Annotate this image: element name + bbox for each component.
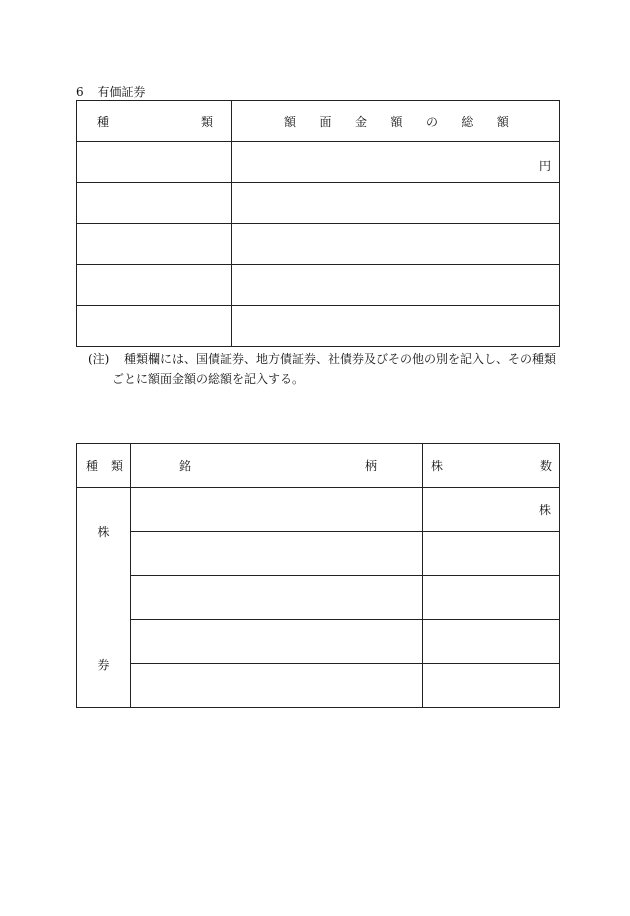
kind-label-cell xyxy=(77,488,131,708)
shares-cell[interactable] xyxy=(423,488,560,532)
kind-cell[interactable] xyxy=(77,306,232,347)
header-brand: 銘 柄 xyxy=(131,444,423,488)
header-shares: 株 数 xyxy=(423,444,560,488)
table-row xyxy=(77,306,560,347)
brand-cell[interactable] xyxy=(131,532,423,576)
shares-cell[interactable] xyxy=(423,664,560,708)
section-heading xyxy=(76,85,145,99)
table-row xyxy=(77,620,560,664)
kind-cell[interactable] xyxy=(77,224,232,265)
shares-cell[interactable] xyxy=(423,620,560,664)
brand-cell[interactable] xyxy=(131,576,423,620)
kind-cell[interactable] xyxy=(77,183,232,224)
header-total-face-value: 額 面 金 額 の 総 額 xyxy=(232,101,560,142)
total-cell[interactable] xyxy=(232,183,560,224)
section-title: 有価証券 xyxy=(97,85,146,99)
kind-cell[interactable] xyxy=(77,265,232,306)
table-row xyxy=(77,488,560,532)
table-row xyxy=(77,532,560,576)
table-row xyxy=(77,576,560,620)
section-number: 6 xyxy=(76,85,84,99)
total-cell[interactable] xyxy=(232,224,560,265)
table-header-row xyxy=(77,444,560,488)
securities-table xyxy=(76,100,560,347)
header-kind: 種 類 xyxy=(77,101,232,142)
note-line-1: 種類欄には、国債証券、地方債証券、社債券及びその他の別を記入し、その種類 xyxy=(124,352,557,366)
kind-label-bottom: 券 xyxy=(97,657,110,672)
brand-cell[interactable] xyxy=(131,488,423,532)
table-row xyxy=(77,142,560,183)
kind-cell[interactable] xyxy=(77,142,232,183)
shares-cell[interactable] xyxy=(423,532,560,576)
table-header-row xyxy=(77,101,560,142)
total-cell[interactable] xyxy=(232,306,560,347)
note-mark: (注) xyxy=(88,352,110,366)
brand-cell[interactable] xyxy=(131,620,423,664)
shares-unit: 株 xyxy=(538,503,551,517)
total-cell[interactable] xyxy=(232,265,560,306)
table-row xyxy=(77,265,560,306)
shares-cell[interactable] xyxy=(423,576,560,620)
note xyxy=(88,349,568,389)
stock-table xyxy=(76,443,560,708)
total-cell[interactable] xyxy=(232,142,560,183)
yen-unit: 円 xyxy=(538,159,551,173)
header-kind: 種 類 xyxy=(77,444,131,488)
brand-cell[interactable] xyxy=(131,664,423,708)
table-row xyxy=(77,224,560,265)
table-row xyxy=(77,183,560,224)
table-row xyxy=(77,664,560,708)
note-line-2: ごとに額面金額の総額を記入する。 xyxy=(112,372,305,386)
kind-label-top: 株 xyxy=(97,524,110,539)
